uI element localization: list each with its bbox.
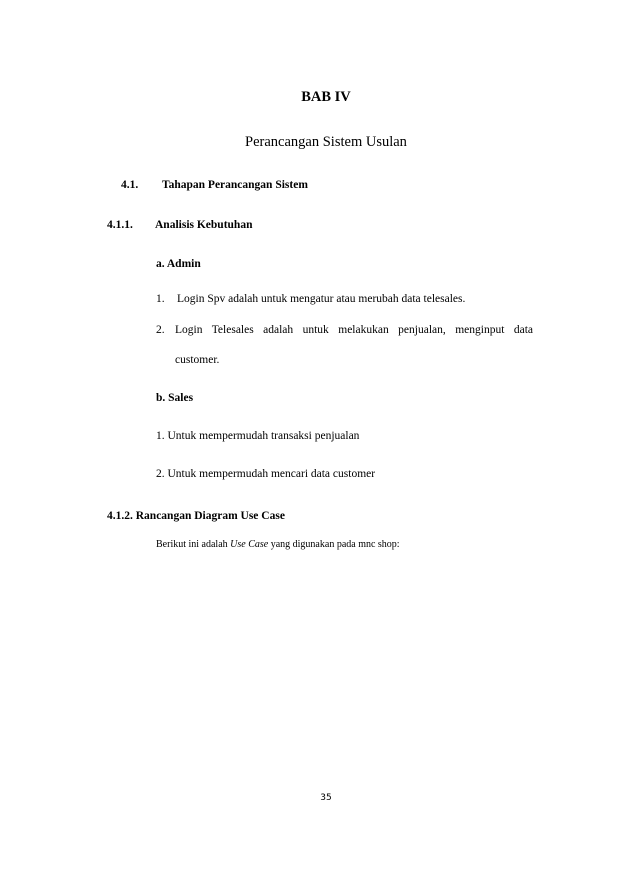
section-title: Tahapan Perancangan Sistem <box>162 179 308 191</box>
use-case-intro <box>156 539 400 550</box>
intro-text-before: Berikut ini adalah <box>156 539 231 550</box>
intro-text-after: yang digunakan pada mnc shop: <box>268 539 400 550</box>
subsection-number: 4.1.1. <box>107 219 133 231</box>
chapter-label: BAB IV <box>301 89 351 105</box>
admin-item-1-text: Login Spv adalah untuk mengatur atau merubah data telesales. <box>177 293 466 305</box>
admin-item-2-text-line-2: customer. <box>175 354 220 366</box>
admin-item-2-number: 2. <box>156 324 165 336</box>
sales-heading: b. Sales <box>156 392 194 404</box>
sales-item-2: 2. Untuk mempermudah mencari data customer <box>156 468 376 480</box>
admin-heading: a. Admin <box>156 258 201 270</box>
subsection-title: Analisis Kebutuhan <box>155 219 253 231</box>
section-number: 4.1. <box>121 179 139 191</box>
chapter-title: Perancangan Sistem Usulan <box>245 134 407 150</box>
page-number: 35 <box>320 793 332 803</box>
admin-item-2-text-line-1: Login Telesales adalah untuk melakukan penjualan, menginput data <box>175 324 533 336</box>
admin-item-1-number: 1. <box>156 293 165 305</box>
subsection-2-heading: 4.1.2. Rancangan Diagram Use Case <box>107 510 285 522</box>
intro-emphasis: Use Case <box>230 539 269 550</box>
sales-item-1: 1. Untuk mempermudah transaksi penjualan <box>156 430 360 442</box>
